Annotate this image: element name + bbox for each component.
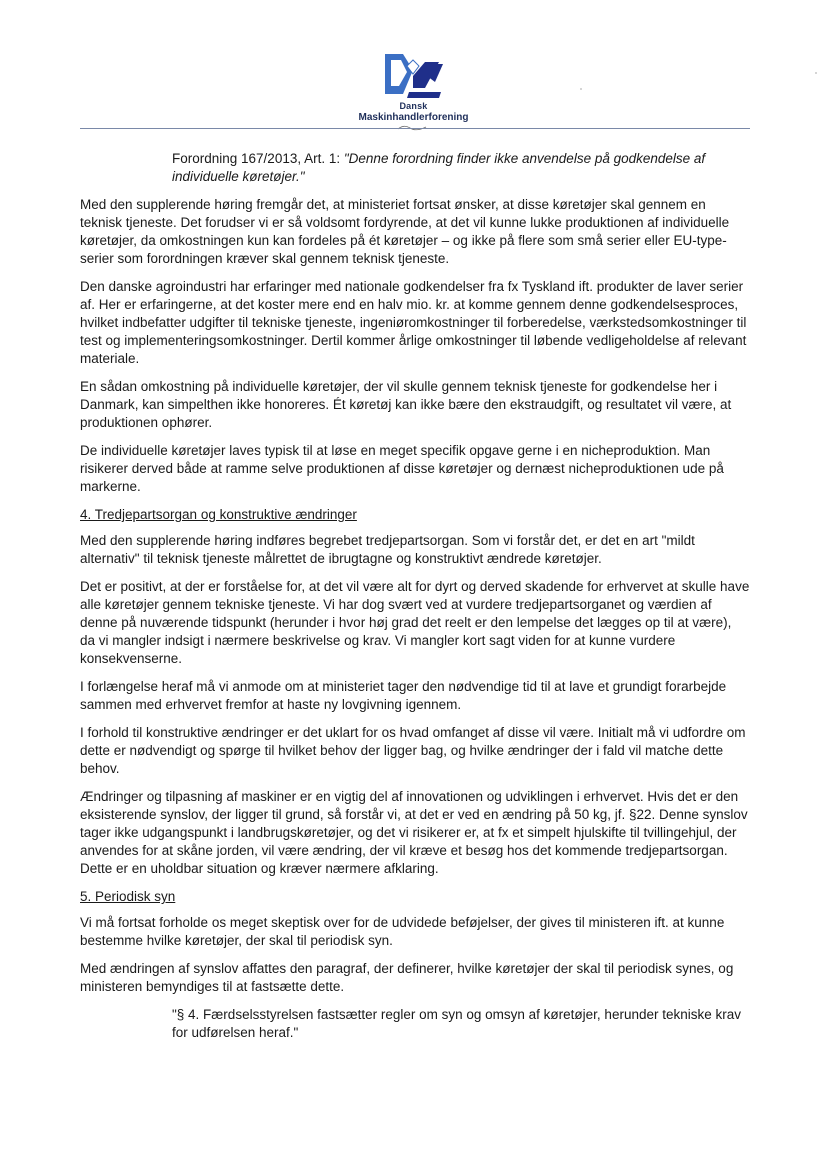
section-heading-4: 4. Tredjepartsorgan og konstruktive ændringer [80, 507, 357, 522]
regulation-quote [172, 150, 750, 186]
law-quote: "§ 4. Færdselsstyrelsen fastsætter regler om syn og omsyn af køretøjer, herunder tekniske krav for udførelsen heraf." [172, 1007, 742, 1040]
letterhead [0, 0, 827, 140]
regulation-reference: Forordning 167/2013, Art. 1: [172, 151, 344, 166]
logo-text-line1: Dansk [399, 101, 428, 111]
signature-scribble-icon [395, 122, 429, 132]
scan-speck [580, 88, 582, 90]
paragraph: De individuelle køretøjer laves typisk til at løse en meget specifik opgave gerne i en nicheproduktion. Man risikerer derved både at ramme selve produktionen af disse køretøjer og dernæst nicheproduktionen ude på markerne. [80, 443, 724, 494]
paragraph: En sådan omkostning på individuelle køretøjer, der vil skulle gennem teknisk tjeneste for godkendelse her i Danmark, kan simpelthen ikke honoreres. Ét køretøj kan ikke bære den ekstraudgift, og resultatet vil være, at produktionen ophører. [80, 379, 732, 430]
logo-text-line2: Maskinhandlerforening [358, 112, 469, 123]
section-heading-5: 5. Periodisk syn [80, 889, 176, 904]
paragraph: Med den supplerende høring fremgår det, at ministeriet fortsat ønsker, at disse køretøjer skal gennem en teknisk tjeneste. Det forudser vi er så voldsomt fordyrende, at det vil kunne lukke produktionen af individuelle køretøjer, da omkostningen kun kan fordeles på ét køretøjer – og ikke på flere som små serier eller EU-type-serier som forordningen kræver skal gennem teknisk tjeneste. [80, 197, 730, 266]
paragraph: Det er positivt, at der er forståelse for, at det vil være alt for dyrt og derved skadende for erhvervet at skulle have alle køretøjer gennem tekniske tjeneste. Vi har dog svært ved at vurdere tredjepartsorganet og værdien af denne på nuværende tidspunkt (herunder i hvor høj grad det reelt er den lempelse det lægges op til at være), da vi mangler indsigt i nærmere beskrivelse og krav. Vi mangler kort sagt viden for at kunne vurdere konsekvenserne. [80, 579, 750, 666]
paragraph: Med den supplerende høring indføres begrebet tredjepartsorgan. Som vi forstår det, er det en art "mildt alternativ" til teknisk tjeneste målrettet de ibrugtagne og konstruktivt ændrede køretøjer. [80, 533, 695, 566]
letter-body [80, 150, 750, 1052]
paragraph: Ændringer og tilpasning af maskiner er en vigtig del af innovationen og udviklingen i erhvervet. Hvis det er den eksisterende synslov, der ligger til grund, så forstår vi, at det er ved en ændring på 50 kg, jf. §22. Denne synslov tager ikke udgangspunkt i landbrugskøretøjer, og det vi risikerer er, at fx et simpelt hjulskifte til tvillingehjul, der anvendes for at skåne jorden, vil være ændring, der vil kræve et besøg hos det kommende tredjepartsorgan. Dette er en uholdbar situation og kræver nærmere afklaring. [80, 789, 748, 876]
paragraph: Vi må fortsat forholde os meget skeptisk over for de udvidede beføjelser, der gives til ministeren ift. at kunne bestemme hvilke køretøjer, der skal til periodisk syn. [80, 915, 725, 948]
regulation-quote-text: "Denne forordning finder ikke anvendelse på godkendelse af individuelle køretøjer." [172, 151, 706, 184]
paragraph: I forhold til konstruktive ændringer er det uklart for os hvad omfanget af disse vil være. Initialt må vi udfordre om dette er nødvendigt og spørge til hvilket behov der ligger bag, og hvilke ændringer der i fald vil matche dette behov. [80, 725, 746, 776]
paragraph: I forlængelse heraf må vi anmode om at ministeriet tager den nødvendige tid til at lave et grundigt forarbejde sammen med erhvervet fremfor at haste ny lovgivning igennem. [80, 679, 727, 712]
paragraph: Den danske agroindustri har erfaringer med nationale godkendelser fra fx Tyskland ift. produkter de laver serier af. Her er erfaringerne, at det koster mere end en halv mio. kr. at komme gennem denne godkendelsesproces, hvilket indbefatter udgifter til tekniske tjeneste, ingeniøromkostninger til forberedelse, værkstedsomkostninger til test og implementeringsomkostninger. Dertil kommer årlige omkostninger til løbende vedligeholdelse af relevant materiale. [80, 279, 747, 366]
paragraph: Med ændringen af synslov affattes den paragraf, der definerer, hvilke køretøjer der skal til periodisk synes, og ministeren bemyndiges til at fastsætte dette. [80, 961, 734, 994]
header-divider [80, 128, 750, 129]
scan-speck [815, 72, 817, 74]
association-logo-icon [383, 52, 445, 102]
